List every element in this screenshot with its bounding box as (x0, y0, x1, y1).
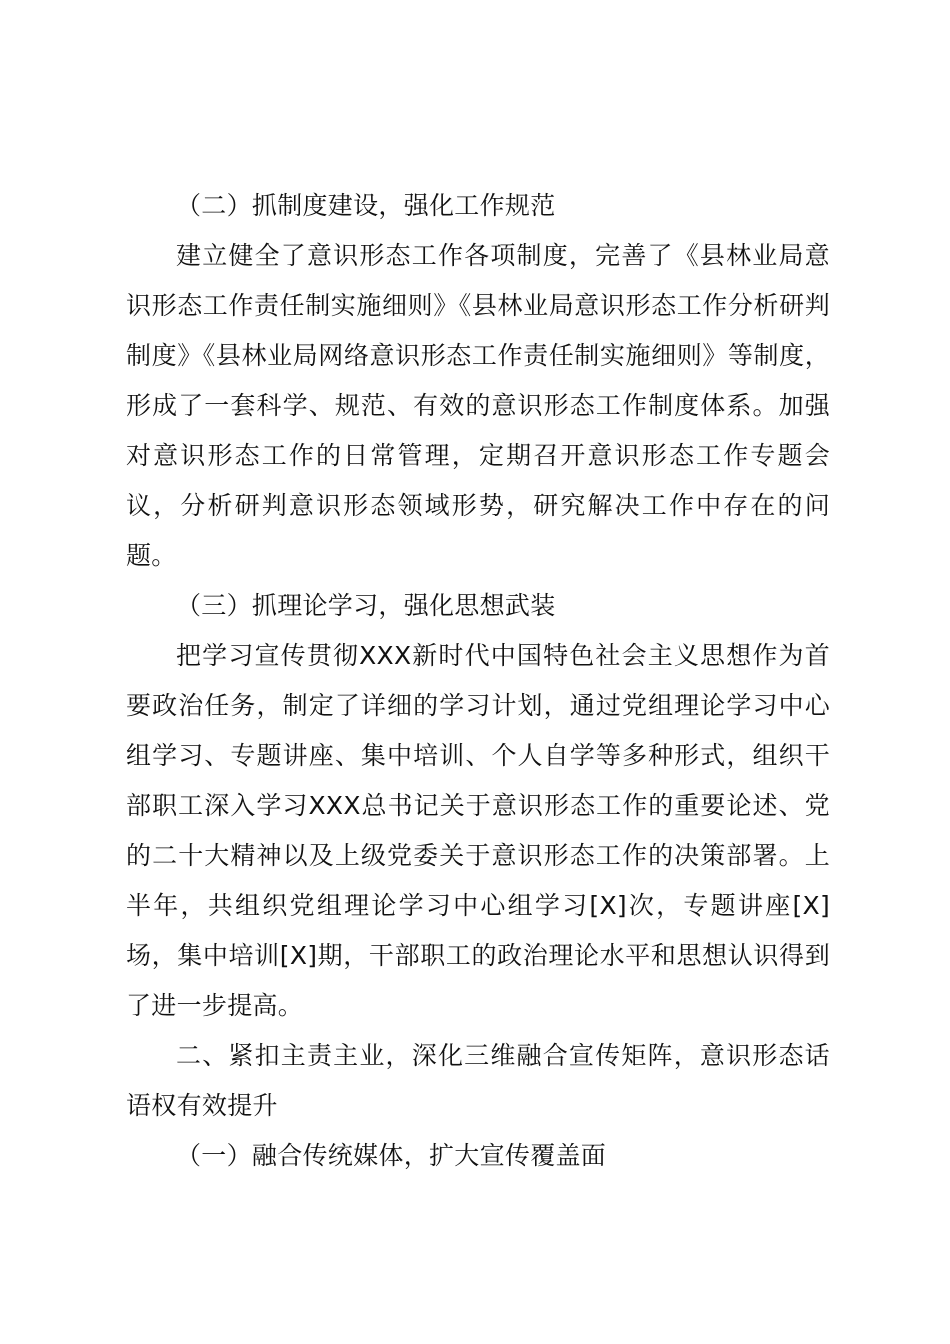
subheading-traditional-media: （一）融合传统媒体，扩大宣传覆盖面 (176, 1141, 607, 1170)
section-heading-two: 二、紧扣主责主业，深化三维融合宣传矩阵，意识形态话语权有效提升 (126, 1041, 830, 1120)
subheading-theory-study: （三）抓理论学习，强化思想武装 (176, 591, 556, 620)
paragraph-institution-building: 建立健全了意识形态工作各项制度，完善了《县林业局意识形态工作责任制实施细则》《县林业局意识形态工作分析研判制度》《县林业局网络意识形态工作责任制实施细则》等制度，形成了一套科学、规范、有效的意识形态工作制度体系。加强对意识形态工作的日常管理，定期召开意识形态工作专题会议，分析研判意识形态领域形势，研究解决工作中存在的问题。 (126, 241, 830, 570)
document-body (126, 181, 830, 1181)
subheading-institution-building: （二）抓制度建设，强化工作规范 (176, 191, 556, 220)
paragraph-theory-study: 把学习宣传贯彻XXX新时代中国特色社会主义思想作为首要政治任务，制定了详细的学习计划，通过党组理论学习中心组学习、专题讲座、集中培训、个人自学等多种形式，组织干部职工深入学习XXX总书记关于意识形态工作的重要论述、党的二十大精神以及上级党委关于意识形态工作的决策部署。上半年，共组织党组理论学习中心组学习[X]次，专题讲座[X]场，集中培训[X]期，干部职工的政治理论水平和思想认识得到了进一步提高。 (126, 641, 830, 1020)
